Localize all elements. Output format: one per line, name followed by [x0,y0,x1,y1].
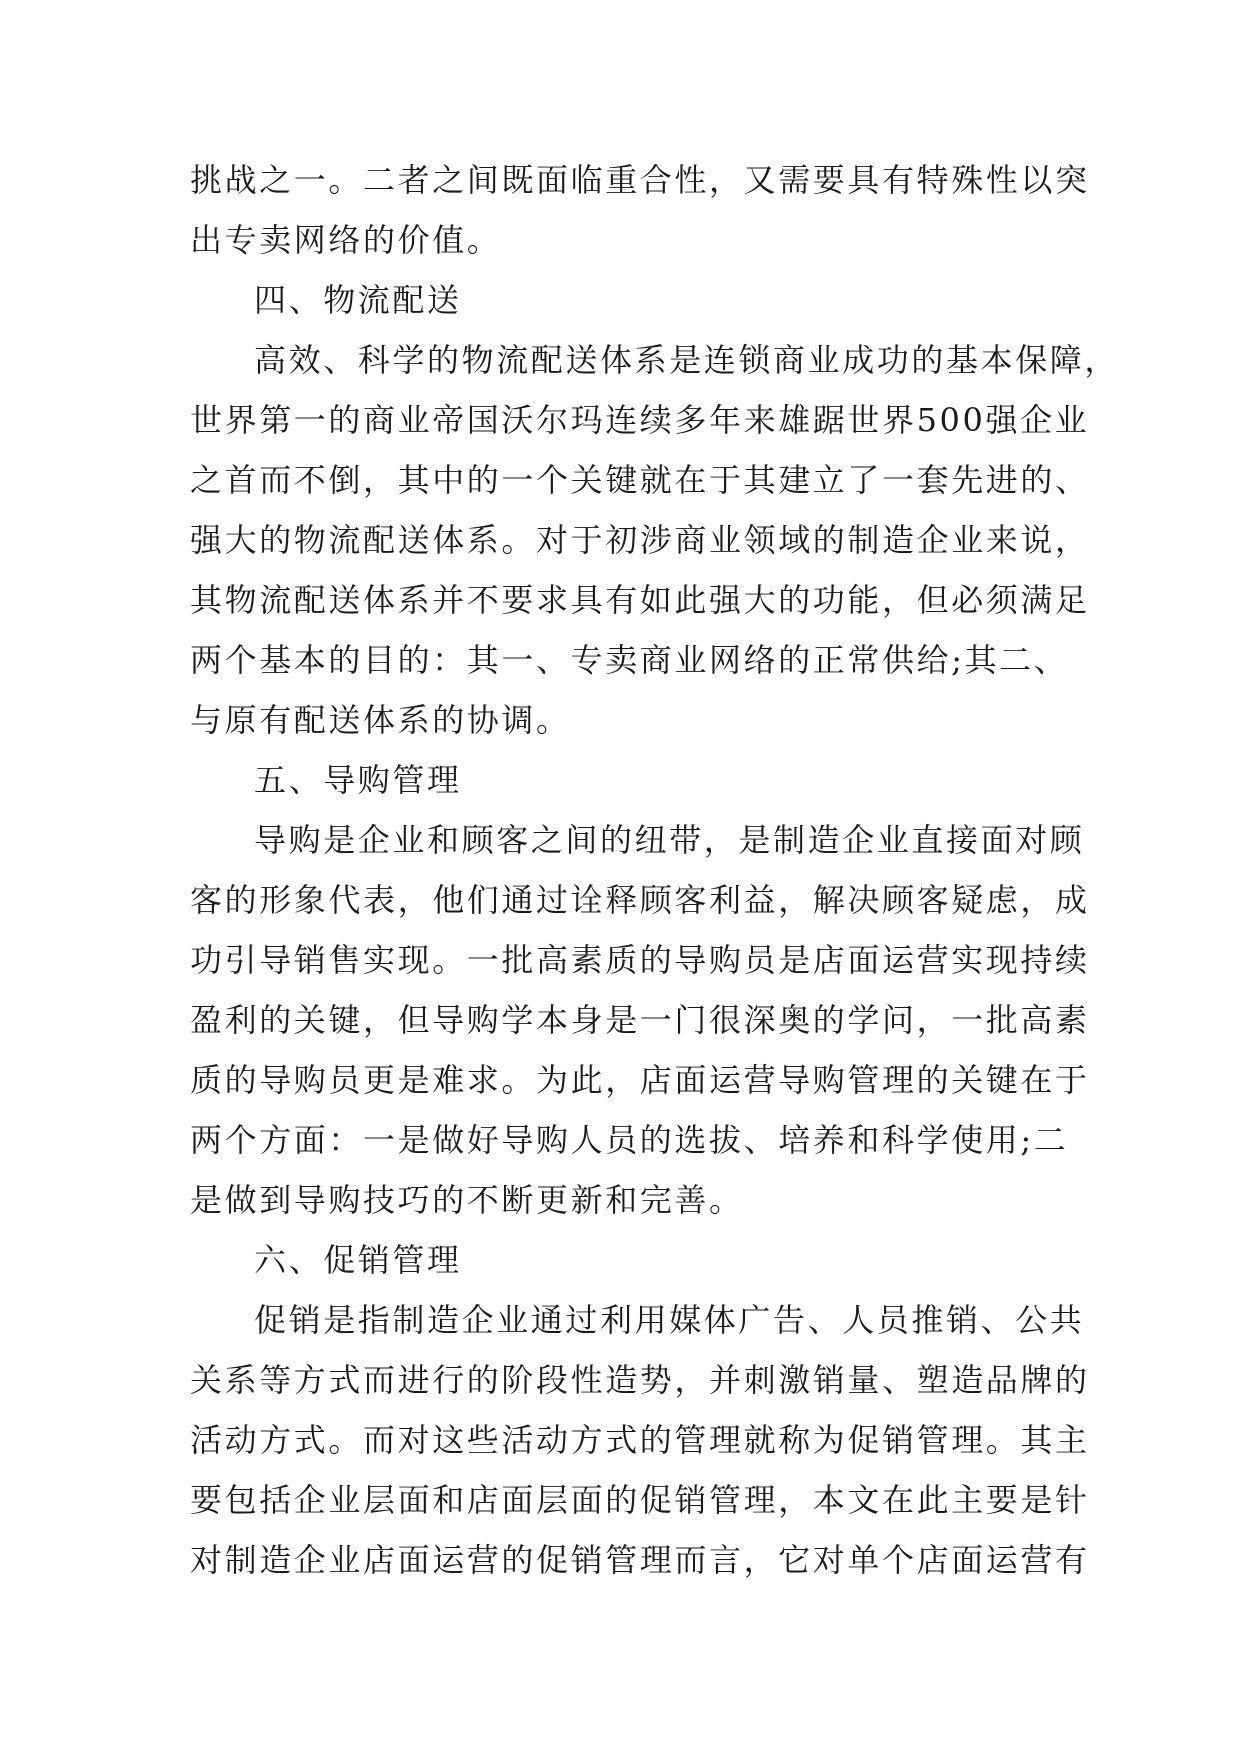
paragraph-line: 质的导购员更是难求。为此，店面运营导购管理的关键在于 [190,1061,1090,1099]
paragraph-line: 两个方面：一是做好导购人员的选拔、培养和科学使用;二 [190,1121,1069,1159]
section-heading-promotion: 六、促销管理 [254,1241,462,1279]
paragraph-line: 高效、科学的物流配送体系是连锁商业成功的基本保障， [254,341,1120,379]
paragraph-line: 客的形象代表，他们通过诠释顾客利益，解决顾客疑虑，成 [190,881,1090,919]
paragraph-line: 关系等方式而进行的阶段性造势，并刺激销量、塑造品牌的 [190,1361,1090,1399]
paragraph-line: 功引导销售实现。一批高素质的导购员是店面运营实现持续 [190,941,1090,979]
section-heading-shopping-guide: 五、导购管理 [254,761,462,799]
paragraph-line: 与原有配送体系的协调。 [190,701,571,739]
paragraph-line: 之首而不倒，其中的一个关键就在于其建立了一套先进的、 [190,461,1090,499]
paragraph-line: 是做到导购技巧的不断更新和完善。 [190,1181,744,1219]
paragraph-line: 强大的物流配送体系。对于初涉商业领域的制造企业来说， [190,521,1090,559]
section-heading-logistics: 四、物流配送 [254,281,462,319]
paragraph-line: 导购是企业和顾客之间的纽带，是制造企业直接面对顾 [254,821,1085,859]
paragraph-line: 对制造企业店面运营的促销管理而言，它对单个店面运营有 [190,1541,1090,1579]
paragraph-line: 两个基本的目的：其一、专卖商业网络的正常供给;其二、 [190,641,1069,679]
paragraph-line: 促销是指制造企业通过利用媒体广告、人员推销、公共 [254,1301,1085,1339]
paragraph-line: 盈利的关键，但导购学本身是一门很深奥的学问，一批高素 [190,1001,1090,1039]
document-page [190,150,1120,1590]
paragraph-line: 世界第一的商业帝国沃尔玛连续多年来雄踞世界500强企业 [190,401,1090,439]
paragraph-line: 挑战之一。二者之间既面临重合性，又需要具有特殊性以突 [190,161,1090,199]
paragraph-line: 活动方式。而对这些活动方式的管理就称为促销管理。其主 [190,1421,1090,1459]
paragraph-line: 出专卖网络的价值。 [190,221,502,259]
paragraph-line: 要包括企业层面和店面层面的促销管理，本文在此主要是针 [190,1481,1090,1519]
paragraph-line: 其物流配送体系并不要求具有如此强大的功能，但必须满足 [190,581,1090,619]
